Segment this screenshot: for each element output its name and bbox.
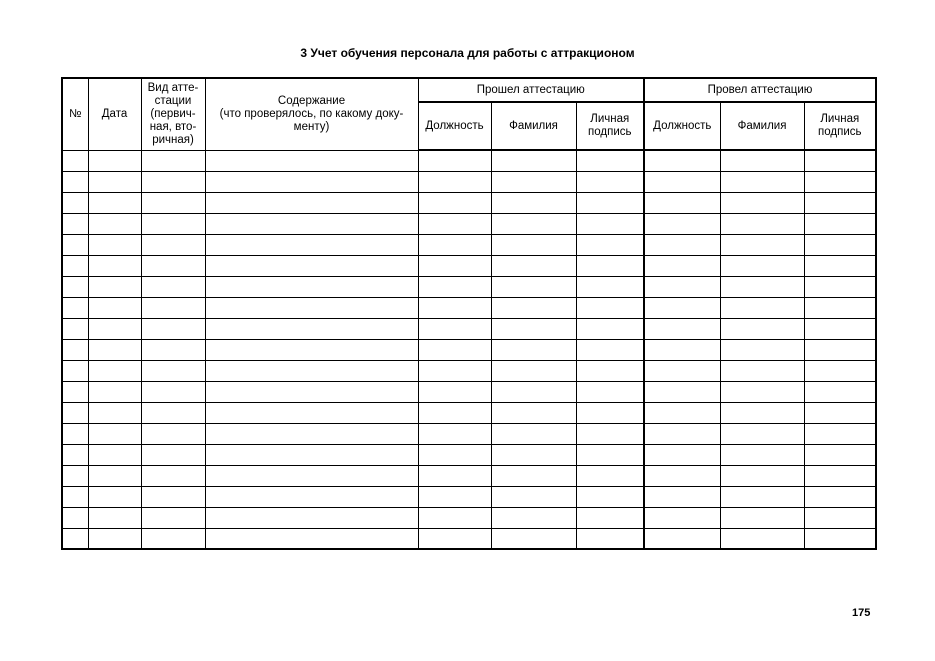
cell-date[interactable]: [88, 318, 141, 339]
cell-number[interactable]: [62, 507, 88, 528]
table-row: [62, 213, 876, 234]
cell-conducted-signature[interactable]: [804, 339, 876, 360]
cell-attestation-type[interactable]: [141, 297, 205, 318]
cell-conducted-surname[interactable]: [720, 444, 804, 465]
cell-number[interactable]: [62, 423, 88, 444]
cell-number[interactable]: [62, 486, 88, 507]
header-conducted-surname: Фамилия: [720, 102, 804, 150]
cell-passed-signature[interactable]: [576, 381, 644, 402]
cell-passed-signature[interactable]: [576, 528, 644, 549]
cell-attestation-type[interactable]: [141, 528, 205, 549]
cell-content[interactable]: [205, 486, 418, 507]
cell-attestation-type[interactable]: [141, 318, 205, 339]
cell-date[interactable]: [88, 171, 141, 192]
cell-date[interactable]: [88, 150, 141, 171]
cell-content[interactable]: [205, 192, 418, 213]
cell-content[interactable]: [205, 213, 418, 234]
cell-attestation-type[interactable]: [141, 192, 205, 213]
header-conducted-attestation: Провел аттестацию: [644, 78, 876, 102]
table-row: [62, 171, 876, 192]
table-row: [62, 486, 876, 507]
cell-passed-signature[interactable]: [576, 150, 644, 171]
cell-passed-surname[interactable]: [491, 276, 576, 297]
cell-conducted-surname[interactable]: [720, 423, 804, 444]
cell-attestation-type[interactable]: [141, 381, 205, 402]
cell-passed-surname[interactable]: [491, 381, 576, 402]
cell-passed-surname[interactable]: [491, 423, 576, 444]
cell-passed-surname[interactable]: [491, 150, 576, 171]
cell-conducted-signature[interactable]: [804, 171, 876, 192]
cell-conducted-surname[interactable]: [720, 402, 804, 423]
cell-number[interactable]: [62, 318, 88, 339]
header-attestation-type: Вид атте- стации (первич- ная, вто- ричная): [141, 78, 205, 150]
cell-passed-surname[interactable]: [491, 507, 576, 528]
cell-content[interactable]: [205, 402, 418, 423]
cell-conducted-signature[interactable]: [804, 381, 876, 402]
cell-conducted-signature[interactable]: [804, 423, 876, 444]
cell-content[interactable]: [205, 318, 418, 339]
cell-conducted-surname[interactable]: [720, 276, 804, 297]
table-row: [62, 276, 876, 297]
cell-passed-signature[interactable]: [576, 486, 644, 507]
header-conducted-signature: Личная подпись: [804, 102, 876, 150]
cell-attestation-type[interactable]: [141, 276, 205, 297]
cell-passed-position[interactable]: [418, 444, 491, 465]
cell-passed-surname[interactable]: [491, 465, 576, 486]
cell-number[interactable]: [62, 444, 88, 465]
cell-attestation-type[interactable]: [141, 150, 205, 171]
cell-content[interactable]: [205, 507, 418, 528]
cell-attestation-type[interactable]: [141, 234, 205, 255]
cell-conducted-position[interactable]: [644, 192, 720, 213]
table-row: [62, 528, 876, 549]
cell-passed-position[interactable]: [418, 360, 491, 381]
cell-passed-surname[interactable]: [491, 528, 576, 549]
cell-passed-signature[interactable]: [576, 507, 644, 528]
cell-passed-signature[interactable]: [576, 465, 644, 486]
page-title: 3 Учет обучения персонала для работы с аттракционом: [300, 46, 635, 60]
cell-passed-surname[interactable]: [491, 192, 576, 213]
cell-conducted-surname[interactable]: [720, 465, 804, 486]
cell-conducted-position[interactable]: [644, 486, 720, 507]
cell-date[interactable]: [88, 192, 141, 213]
cell-conducted-position[interactable]: [644, 381, 720, 402]
cell-date[interactable]: [88, 339, 141, 360]
cell-conducted-position[interactable]: [644, 297, 720, 318]
cell-passed-position[interactable]: [418, 507, 491, 528]
header-passed-attestation: Прошел аттестацию: [418, 78, 644, 102]
cell-conducted-position[interactable]: [644, 213, 720, 234]
cell-passed-position[interactable]: [418, 381, 491, 402]
cell-content[interactable]: [205, 528, 418, 549]
cell-conducted-signature[interactable]: [804, 507, 876, 528]
cell-passed-signature[interactable]: [576, 171, 644, 192]
cell-date[interactable]: [88, 402, 141, 423]
table-row: [62, 444, 876, 465]
cell-passed-position[interactable]: [418, 171, 491, 192]
cell-conducted-surname[interactable]: [720, 486, 804, 507]
cell-attestation-type[interactable]: [141, 465, 205, 486]
cell-attestation-type[interactable]: [141, 423, 205, 444]
cell-passed-surname[interactable]: [491, 360, 576, 381]
cell-number[interactable]: [62, 234, 88, 255]
cell-conducted-position[interactable]: [644, 360, 720, 381]
table-row: [62, 360, 876, 381]
cell-passed-position[interactable]: [418, 486, 491, 507]
cell-passed-surname[interactable]: [491, 318, 576, 339]
cell-passed-signature[interactable]: [576, 234, 644, 255]
cell-conducted-surname[interactable]: [720, 360, 804, 381]
cell-passed-position[interactable]: [418, 402, 491, 423]
register-body: [62, 150, 876, 549]
cell-conducted-position[interactable]: [644, 507, 720, 528]
cell-content[interactable]: [205, 465, 418, 486]
cell-conducted-position[interactable]: [644, 444, 720, 465]
header-row-top: [62, 78, 876, 102]
table-row: [62, 255, 876, 276]
cell-conducted-surname[interactable]: [720, 192, 804, 213]
cell-date[interactable]: [88, 360, 141, 381]
cell-date[interactable]: [88, 381, 141, 402]
cell-conducted-position[interactable]: [644, 339, 720, 360]
cell-passed-position[interactable]: [418, 297, 491, 318]
cell-attestation-type[interactable]: [141, 339, 205, 360]
cell-content[interactable]: [205, 234, 418, 255]
cell-date[interactable]: [88, 276, 141, 297]
header-content: Содержание (что проверялось, по какому доку- менту): [205, 78, 418, 150]
table-row: [62, 339, 876, 360]
cell-conducted-surname[interactable]: [720, 339, 804, 360]
cell-number[interactable]: [62, 171, 88, 192]
cell-content[interactable]: [205, 381, 418, 402]
cell-conducted-signature[interactable]: [804, 234, 876, 255]
cell-content[interactable]: [205, 423, 418, 444]
cell-passed-signature[interactable]: [576, 255, 644, 276]
cell-passed-surname[interactable]: [491, 402, 576, 423]
cell-conducted-surname[interactable]: [720, 255, 804, 276]
cell-passed-signature[interactable]: [576, 444, 644, 465]
table-row: [62, 465, 876, 486]
cell-number[interactable]: [62, 213, 88, 234]
cell-conducted-signature[interactable]: [804, 360, 876, 381]
cell-date[interactable]: [88, 234, 141, 255]
cell-attestation-type[interactable]: [141, 171, 205, 192]
cell-conducted-surname[interactable]: [720, 507, 804, 528]
cell-conducted-position[interactable]: [644, 234, 720, 255]
table-row: [62, 234, 876, 255]
cell-number[interactable]: [62, 402, 88, 423]
cell-conducted-signature[interactable]: [804, 402, 876, 423]
cell-number[interactable]: [62, 465, 88, 486]
cell-conducted-signature[interactable]: [804, 297, 876, 318]
cell-conducted-signature[interactable]: [804, 444, 876, 465]
cell-passed-position[interactable]: [418, 150, 491, 171]
header-passed-surname: Фамилия: [491, 102, 576, 150]
cell-number[interactable]: [62, 255, 88, 276]
table-row: [62, 297, 876, 318]
cell-conducted-position[interactable]: [644, 423, 720, 444]
cell-passed-surname[interactable]: [491, 234, 576, 255]
cell-conducted-signature[interactable]: [804, 255, 876, 276]
cell-number[interactable]: [62, 528, 88, 549]
cell-passed-signature[interactable]: [576, 276, 644, 297]
cell-date[interactable]: [88, 465, 141, 486]
cell-passed-surname[interactable]: [491, 339, 576, 360]
cell-number[interactable]: [62, 381, 88, 402]
cell-conducted-position[interactable]: [644, 465, 720, 486]
cell-attestation-type[interactable]: [141, 507, 205, 528]
cell-conducted-signature[interactable]: [804, 528, 876, 549]
cell-passed-signature[interactable]: [576, 213, 644, 234]
cell-passed-signature[interactable]: [576, 318, 644, 339]
cell-date[interactable]: [88, 486, 141, 507]
cell-conducted-surname[interactable]: [720, 150, 804, 171]
cell-passed-signature[interactable]: [576, 423, 644, 444]
cell-passed-position[interactable]: [418, 234, 491, 255]
cell-number[interactable]: [62, 192, 88, 213]
cell-number[interactable]: [62, 360, 88, 381]
cell-passed-surname[interactable]: [491, 213, 576, 234]
cell-passed-surname[interactable]: [491, 171, 576, 192]
cell-conducted-signature[interactable]: [804, 192, 876, 213]
cell-number[interactable]: [62, 297, 88, 318]
cell-content[interactable]: [205, 276, 418, 297]
cell-date[interactable]: [88, 423, 141, 444]
table-row: [62, 507, 876, 528]
cell-content[interactable]: [205, 360, 418, 381]
cell-passed-signature[interactable]: [576, 192, 644, 213]
cell-passed-signature[interactable]: [576, 402, 644, 423]
header-passed-position: Должность: [418, 102, 491, 150]
cell-attestation-type[interactable]: [141, 255, 205, 276]
table-row: [62, 402, 876, 423]
cell-attestation-type[interactable]: [141, 402, 205, 423]
cell-attestation-type[interactable]: [141, 444, 205, 465]
cell-content[interactable]: [205, 171, 418, 192]
cell-date[interactable]: [88, 297, 141, 318]
cell-passed-position[interactable]: [418, 213, 491, 234]
cell-passed-position[interactable]: [418, 465, 491, 486]
cell-date[interactable]: [88, 255, 141, 276]
cell-conducted-position[interactable]: [644, 150, 720, 171]
table-row: [62, 423, 876, 444]
table-row: [62, 318, 876, 339]
header-date: Дата: [88, 78, 141, 150]
cell-conducted-surname[interactable]: [720, 528, 804, 549]
cell-conducted-surname[interactable]: [720, 213, 804, 234]
cell-passed-surname[interactable]: [491, 444, 576, 465]
cell-number[interactable]: [62, 339, 88, 360]
cell-conducted-surname[interactable]: [720, 381, 804, 402]
cell-passed-surname[interactable]: [491, 486, 576, 507]
cell-conducted-position[interactable]: [644, 402, 720, 423]
table-row: [62, 150, 876, 171]
cell-attestation-type[interactable]: [141, 360, 205, 381]
cell-passed-position[interactable]: [418, 255, 491, 276]
cell-passed-position[interactable]: [418, 318, 491, 339]
cell-content[interactable]: [205, 339, 418, 360]
cell-content[interactable]: [205, 255, 418, 276]
cell-passed-position[interactable]: [418, 192, 491, 213]
cell-passed-signature[interactable]: [576, 339, 644, 360]
cell-content[interactable]: [205, 444, 418, 465]
cell-conducted-surname[interactable]: [720, 297, 804, 318]
header-number: №: [62, 78, 88, 150]
cell-conducted-signature[interactable]: [804, 150, 876, 171]
cell-date[interactable]: [88, 507, 141, 528]
cell-passed-position[interactable]: [418, 339, 491, 360]
cell-conducted-surname[interactable]: [720, 318, 804, 339]
cell-conducted-signature[interactable]: [804, 486, 876, 507]
cell-passed-signature[interactable]: [576, 297, 644, 318]
cell-attestation-type[interactable]: [141, 213, 205, 234]
cell-conducted-signature[interactable]: [804, 318, 876, 339]
cell-conducted-signature[interactable]: [804, 213, 876, 234]
cell-date[interactable]: [88, 528, 141, 549]
cell-passed-position[interactable]: [418, 528, 491, 549]
header-conducted-position: Должность: [644, 102, 720, 150]
cell-conducted-signature[interactable]: [804, 276, 876, 297]
cell-passed-position[interactable]: [418, 276, 491, 297]
cell-conducted-position[interactable]: [644, 171, 720, 192]
cell-passed-position[interactable]: [418, 423, 491, 444]
cell-passed-surname[interactable]: [491, 255, 576, 276]
table-row: [62, 381, 876, 402]
cell-conducted-surname[interactable]: [720, 171, 804, 192]
cell-number[interactable]: [62, 150, 88, 171]
cell-content[interactable]: [205, 297, 418, 318]
cell-conducted-signature[interactable]: [804, 465, 876, 486]
cell-date[interactable]: [88, 444, 141, 465]
cell-conducted-position[interactable]: [644, 276, 720, 297]
cell-passed-signature[interactable]: [576, 360, 644, 381]
cell-conducted-position[interactable]: [644, 318, 720, 339]
cell-passed-surname[interactable]: [491, 297, 576, 318]
cell-conducted-surname[interactable]: [720, 234, 804, 255]
cell-number[interactable]: [62, 276, 88, 297]
table-row: [62, 192, 876, 213]
header-passed-signature: Личная подпись: [576, 102, 644, 150]
cell-conducted-position[interactable]: [644, 528, 720, 549]
page-number: 175: [852, 607, 871, 619]
training-register-table: [61, 77, 877, 550]
cell-attestation-type[interactable]: [141, 486, 205, 507]
cell-conducted-position[interactable]: [644, 255, 720, 276]
cell-content[interactable]: [205, 150, 418, 171]
cell-date[interactable]: [88, 213, 141, 234]
